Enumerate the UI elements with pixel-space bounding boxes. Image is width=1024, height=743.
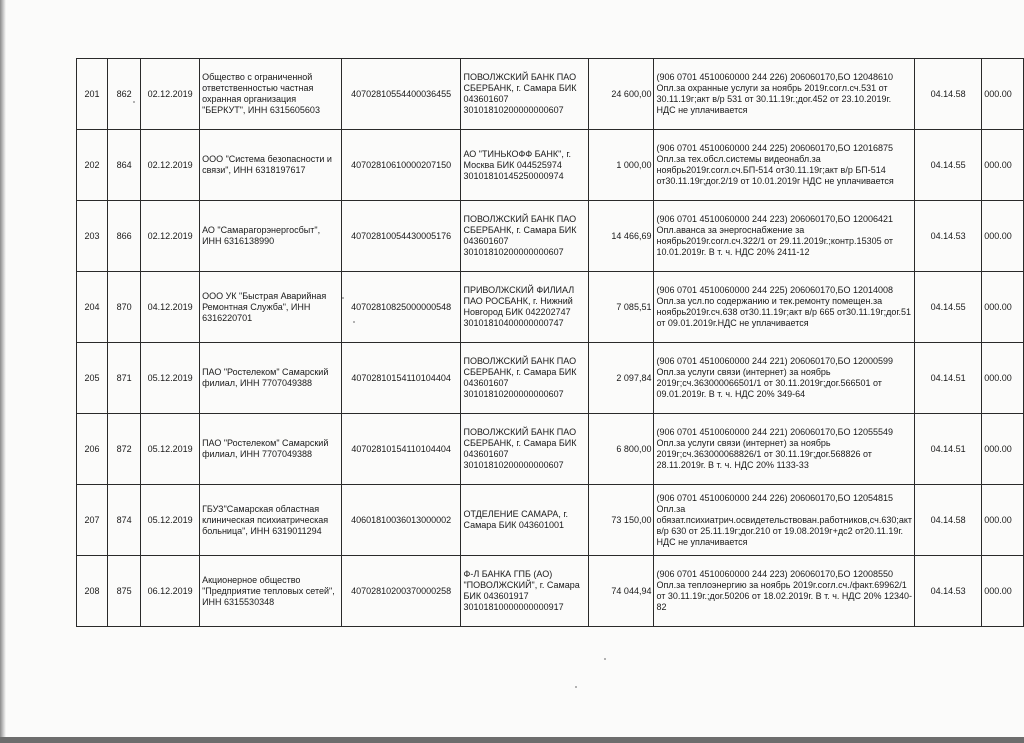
table-row — [77, 201, 1024, 272]
table-row — [77, 414, 1024, 485]
document-number-cell: 866 — [108, 201, 141, 272]
row-number-cell: 207 — [77, 485, 108, 556]
document-number-cell: 864 — [108, 130, 141, 201]
row-number-cell: 205 — [77, 343, 108, 414]
table-row — [77, 59, 1024, 130]
payment-date-cell: 02.12.2019 — [141, 201, 200, 272]
extra-code-cell: 000.00 — [982, 343, 1024, 414]
recipient-bank-cell: ПОВОЛЖСКИЙ БАНК ПАО СБЕРБАНК, г. Самара БИК 043601607 30101810200000000607 — [461, 59, 589, 130]
payment-purpose-cell: (906 0701 4510060000 244 225) 206060170,БО 12016875 Опл.за тех.обсл.системы видеонабл.за ноябрь2019г.согл.сч.БП-514 от30.11.19г;акт в/р БП-514 от30.11.19г;дог.2/19 от 10.01.2019г НДС не уплачивается — [654, 130, 915, 201]
budget-code-cell: 04.14.51 — [915, 343, 982, 414]
payment-amount-cell: 1 000,00 — [589, 130, 654, 201]
recipient-account-cell: 40702810554400036455 — [341, 59, 461, 130]
row-number-cell: 204 — [77, 272, 108, 343]
payment-purpose-cell: (906 0701 4510060000 244 223) 206060170,БО 12008550 Опл.за теплоэнергию за ноябрь 2019г.согл.сч./факт.69962/1 от 30.11.19г.;дог.50206 от 18.02.2019г. В т. ч. НДС 20% 12340-82 — [654, 556, 915, 627]
payment-date-cell: 06.12.2019 — [141, 556, 200, 627]
payment-amount-cell: 2 097,84 — [589, 343, 654, 414]
recipient-account-cell: 40702810154110104404 — [341, 343, 461, 414]
recipient-organization-cell: ООО УК "Быстрая Аварийная Ремонтная Служба", ИНН 6316220701 — [200, 272, 342, 343]
row-number-cell: 206 — [77, 414, 108, 485]
recipient-bank-cell: ПОВОЛЖСКИЙ БАНК ПАО СБЕРБАНК, г. Самара БИК 043601607 30101810200000000607 — [461, 201, 589, 272]
budget-code-cell: 04.14.58 — [915, 59, 982, 130]
recipient-account-cell: 40702810054430005176 — [341, 201, 461, 272]
payment-date-cell: 04.12.2019 — [141, 272, 200, 343]
recipient-bank-cell: АО "ТИНЬКОФФ БАНК", г. Москва БИК 044525974 30101810145250000974 — [461, 130, 589, 201]
payment-date-cell: 05.12.2019 — [141, 343, 200, 414]
payment-purpose-cell: (906 0701 4510060000 244 226) 206060170,БО 12048610 Опл.за охранные услуги за ноябрь 2019г.согл.сч.531 от 30.11.19г;акт в/р 531 от 30.11.19г.;дог.452 от 23.10.2019г. НДС не уплачивается — [654, 59, 915, 130]
document-number-cell: 862 — [108, 59, 141, 130]
budget-code-cell: 04.14.51 — [915, 414, 982, 485]
row-number-cell: 208 — [77, 556, 108, 627]
payment-amount-cell: 7 085,51 — [589, 272, 654, 343]
row-number-cell: 201 — [77, 59, 108, 130]
recipient-account-cell: 40702810610000207150 — [341, 130, 461, 201]
extra-code-cell: 000.00 — [982, 272, 1024, 343]
scan-left-edge-shadow — [0, 0, 6, 743]
budget-code-cell: 04.14.53 — [915, 201, 982, 272]
table-row — [77, 556, 1024, 627]
recipient-account-cell: 40702810825000000548 — [341, 272, 461, 343]
recipient-organization-cell: Акционерное общество "Предприятие тепловых сетей", ИНН 6315530348 — [200, 556, 342, 627]
document-number-cell: 872 — [108, 414, 141, 485]
recipient-organization-cell: ООО "Система безопасности и связи", ИНН 6318197617 — [200, 130, 342, 201]
row-number-cell: 202 — [77, 130, 108, 201]
budget-code-cell: 04.14.53 — [915, 556, 982, 627]
extra-code-cell: 000.00 — [982, 130, 1024, 201]
extra-code-cell: 000.00 — [982, 485, 1024, 556]
document-number-cell: 871 — [108, 343, 141, 414]
payment-purpose-cell: (906 0701 4510060000 244 221) 206060170,БО 12055549 Опл.за услуги связи (интернет) за ноябрь 2019г;сч.363000068826/1 от 30.11.19г;дог.568826 от 28.11.2019г. В т. ч. НДС 20% 1133-33 — [654, 414, 915, 485]
extra-code-cell: 000.00 — [982, 414, 1024, 485]
recipient-organization-cell: ГБУЗ"Самарская областная клиническая психиатрическая больница", ИНН 6319011294 — [200, 485, 342, 556]
payments-table-body — [77, 59, 1024, 627]
table-row — [77, 343, 1024, 414]
table-row — [77, 485, 1024, 556]
budget-code-cell: 04.14.55 — [915, 130, 982, 201]
payment-purpose-cell: (906 0701 4510060000 244 223) 206060170,БО 12006421 Опл.аванса за энергоснабжение за ноябрь2019г.согл.сч.322/1 от 29.11.2019г.;контр.15305 от 10.01.2019г. В т. ч. НДС 20% 2411-12 — [654, 201, 915, 272]
extra-code-cell: 000.00 — [982, 201, 1024, 272]
payment-date-cell: 02.12.2019 — [141, 130, 200, 201]
extra-code-cell: 000.00 — [982, 59, 1024, 130]
payments-table — [76, 58, 1024, 627]
payment-amount-cell: 6 800,00 — [589, 414, 654, 485]
extra-code-cell: 000.00 — [982, 556, 1024, 627]
document-number-cell: 875 — [108, 556, 141, 627]
payment-date-cell: 05.12.2019 — [141, 414, 200, 485]
budget-code-cell: 04.14.58 — [915, 485, 982, 556]
document-number-cell: 870 — [108, 272, 141, 343]
document-number-cell: 874 — [108, 485, 141, 556]
payment-amount-cell: 73 150,00 — [589, 485, 654, 556]
payment-amount-cell: 74 044,94 — [589, 556, 654, 627]
budget-code-cell: 04.14.55 — [915, 272, 982, 343]
recipient-account-cell: 40702810200370000258 — [341, 556, 461, 627]
payment-amount-cell: 24 600,00 — [589, 59, 654, 130]
table-row — [77, 130, 1024, 201]
payment-purpose-cell: (906 0701 4510060000 244 225) 206060170,БО 12014008 Опл.за усл.по содержанию и тек.ремонту помещен.за ноябрь2019г.сч.638 от30.11.19г;акт в/р 665 от30.11.19г;дог.51 от 09.01.2019г.НДС не уплачивается — [654, 272, 915, 343]
row-number-cell: 203 — [77, 201, 108, 272]
recipient-organization-cell: ПАО "Ростелеком" Самарский филиал, ИНН 7707049388 — [200, 414, 342, 485]
recipient-organization-cell: ПАО "Ростелеком" Самарский филиал, ИНН 7707049388 — [200, 343, 342, 414]
payment-date-cell: 02.12.2019 — [141, 59, 200, 130]
recipient-organization-cell: Общество с ограниченной ответственностью частная охранная организация "БЕРКУТ", ИНН 6315605603 — [200, 59, 342, 130]
payment-purpose-cell: (906 0701 4510060000 244 226) 206060170,БО 12054815 Опл.за обязат.психиатрич.освидетельствован.работников,сч.630;акт в/р 630 от 25.11.19г;дог.210 от 19.08.2019г+дс2 от20.11.19г. НДС не уплачивается — [654, 485, 915, 556]
payment-purpose-cell: (906 0701 4510060000 244 221) 206060170,БО 12000599 Опл.за услуги связи (интернет) за ноябрь 2019г;сч.363000066501/1 от 30.11.2019г;дог.566501 от 09.01.2019г. В т. ч. НДС 20% 349-64 — [654, 343, 915, 414]
recipient-account-cell: 40702810154110104404 — [341, 414, 461, 485]
recipient-bank-cell: Ф-Л БАНКА ГПБ (АО) "ПОВОЛЖСКИЙ", г. Самара БИК 043601917 30101810000000000917 — [461, 556, 589, 627]
table-row — [77, 272, 1024, 343]
recipient-organization-cell: АО "Самарагорэнергосбыт", ИНН 6316138990 — [200, 201, 342, 272]
recipient-bank-cell: ОТДЕЛЕНИЕ САМАРА, г. Самара БИК 043601001 — [461, 485, 589, 556]
recipient-bank-cell: ПРИВОЛЖСКИЙ ФИЛИАЛ ПАО РОСБАНК, г. Нижний Новгород БИК 042202747 30101810400000000747 — [461, 272, 589, 343]
recipient-bank-cell: ПОВОЛЖСКИЙ БАНК ПАО СБЕРБАНК, г. Самара БИК 043601607 30101810200000000607 — [461, 414, 589, 485]
payment-date-cell: 05.12.2019 — [141, 485, 200, 556]
recipient-bank-cell: ПОВОЛЖСКИЙ БАНК ПАО СБЕРБАНК, г. Самара БИК 043601607 30101810200000000607 — [461, 343, 589, 414]
scan-bottom-edge — [0, 737, 1024, 743]
payment-amount-cell: 14 466,69 — [589, 201, 654, 272]
recipient-account-cell: 40601810036013000002 — [341, 485, 461, 556]
